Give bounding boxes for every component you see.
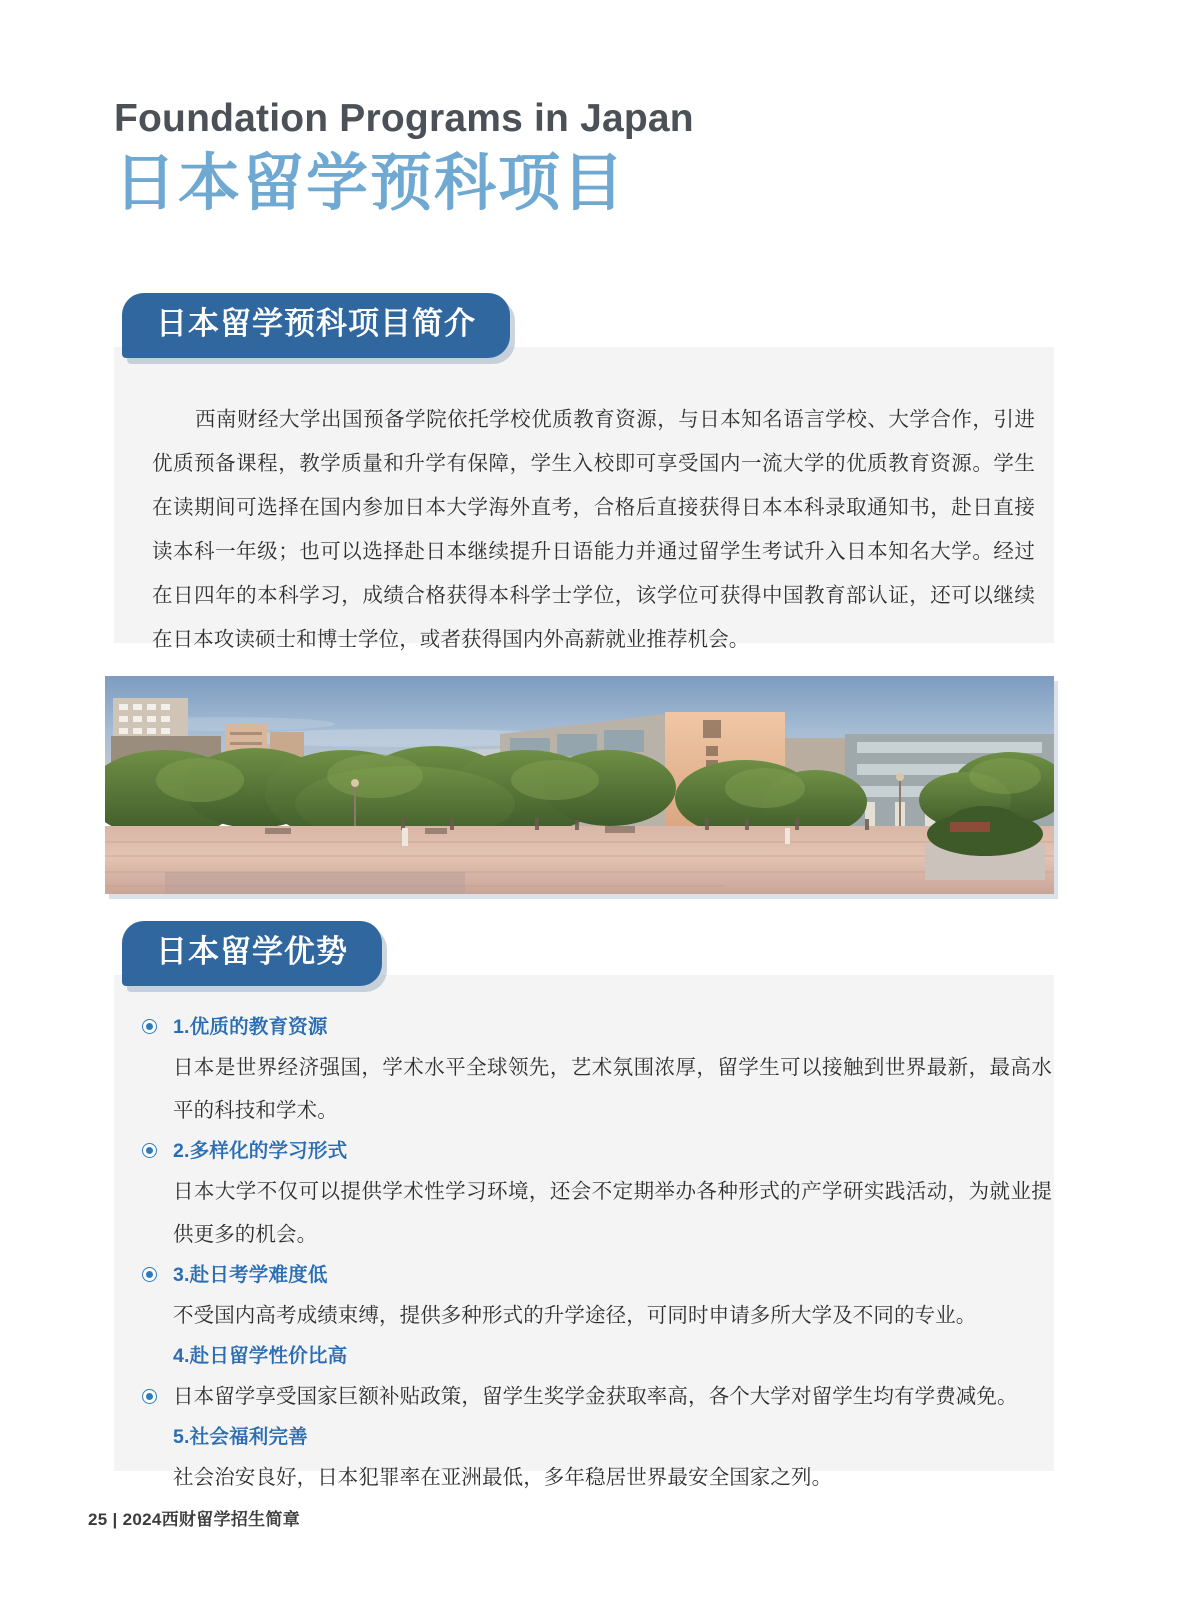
advantage-heading-text: 5.社会福利完善: [173, 1426, 308, 1448]
ring-bullet-icon: [142, 1019, 157, 1034]
advantage-heading: [140, 1256, 1052, 1294]
advantage-body: 日本是世界经济强国，学术水平全球领先，艺术氛围浓厚，留学生可以接触到世界最新，最高水平的科技和学术。: [173, 1056, 1052, 1122]
advantage-heading: [140, 1418, 1052, 1456]
intro-section-tab: [122, 293, 510, 358]
advantage-body: 社会治安良好，日本犯罪率在亚洲最低，多年稳居世界最安全国家之列。: [173, 1466, 833, 1489]
list-item: [140, 1418, 1052, 1499]
page-title: [114, 98, 1014, 220]
ring-bullet-icon: [142, 1389, 157, 1404]
page-footer: 25 | 2024西财留学招生简章: [88, 1510, 301, 1529]
advantage-heading: [140, 1008, 1052, 1046]
advantage-body-text: 日本留学享受国家巨额补贴政策，留学生奖学金获取率高，各个大学对留学生均有学费减免。: [173, 1385, 1018, 1408]
list-item: [140, 1337, 1052, 1418]
advantage-body: [140, 1375, 1052, 1418]
list-item: [140, 1132, 1052, 1256]
advantage-heading-text: 4.赴日留学性价比高: [173, 1345, 348, 1367]
list-item: [140, 1256, 1052, 1337]
title-english: Foundation Programs in Japan: [114, 97, 694, 140]
advantage-heading-text: 2.多样化的学习形式: [173, 1140, 348, 1162]
advantage-heading-text: 3.赴日考学难度低: [173, 1264, 328, 1286]
ring-bullet-icon: [142, 1267, 157, 1282]
advantages-list: [140, 1008, 1052, 1499]
advantages-tab-label: 日本留学优势: [122, 921, 382, 986]
intro-paragraph: 西南财经大学出国预备学院依托学校优质教育资源，与日本知名语言学校、大学合作，引进优质预备课程，教学质量和升学有保障，学生入校即可享受国内一流大学的优质教育资源。学生在读期间可选择在国内参加日本大学海外直考，合格后直接获得日本本科录取通知书，赴日直接读本科一年级；也可以选择赴日本继续提升日语能力并通过留学生考试升入日本知名大学。经过在日四年的本科学习，成绩合格获得本科学士学位，该学位可获得中国教育部认证，还可以继续在日本攻读硕士和博士学位，或者获得国内外高薪就业推荐机会。: [152, 408, 1035, 651]
advantage-body: 不受国内高考成绩束缚，提供多种形式的升学途径，可同时申请多所大学及不同的专业。: [173, 1304, 977, 1327]
ring-bullet-icon: [142, 1143, 157, 1158]
title-chinese: 日本留学预科项目: [114, 148, 627, 218]
list-item: [140, 1008, 1052, 1132]
advantages-section-tab: [122, 921, 382, 986]
campus-photo-illustration: [105, 676, 1054, 894]
intro-tab-label: 日本留学预科项目简介: [122, 293, 510, 358]
advantage-heading: [140, 1337, 1052, 1375]
advantage-body: 日本大学不仅可以提供学术性学习环境，还会不定期举办各种形式的产学研实践活动，为就业提供更多的机会。: [173, 1180, 1052, 1246]
advantage-heading-text: 1.优质的教育资源: [173, 1016, 328, 1038]
campus-photo: [105, 676, 1054, 894]
advantage-heading: [140, 1132, 1052, 1170]
